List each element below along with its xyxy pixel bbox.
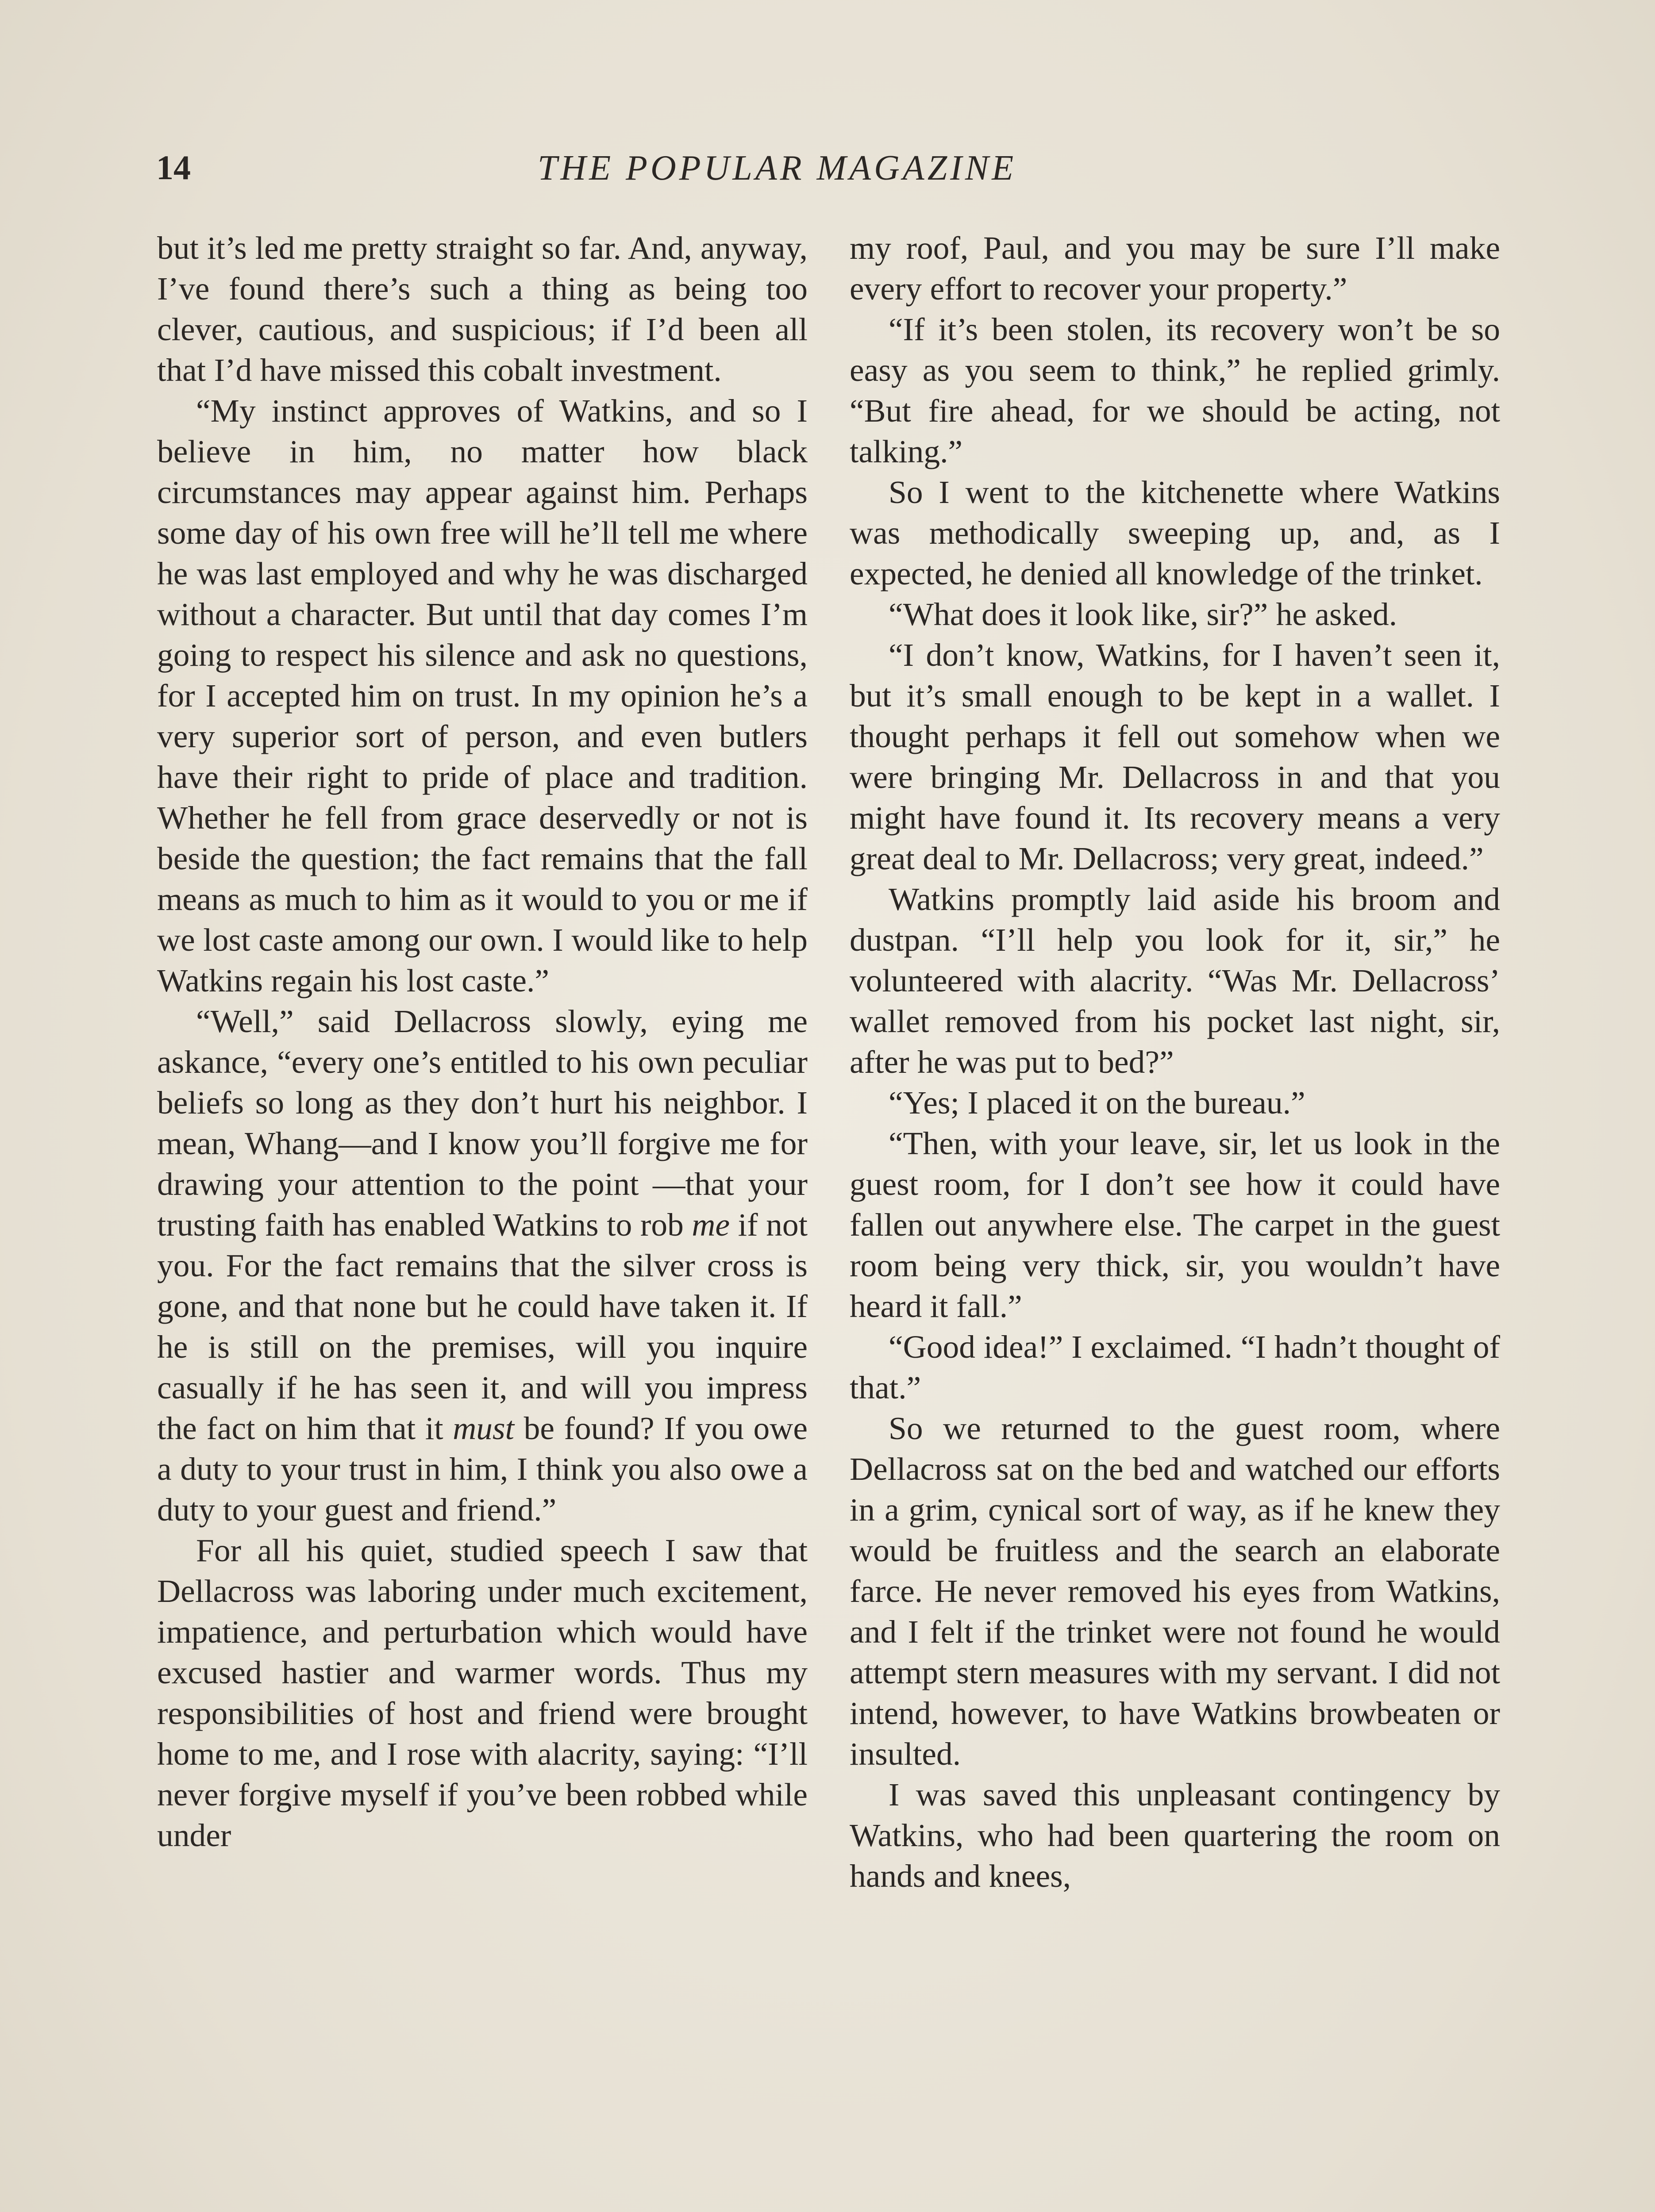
- paragraph-text: “What does it look like, sir?” he asked.: [889, 596, 1397, 632]
- paragraph-text: be found? If you owe a duty to your trust in him, I think you also owe a duty to your guest and friend.”: [157, 1410, 808, 1528]
- paragraph: [850, 309, 1500, 472]
- left-text-column: [157, 228, 808, 1856]
- paragraph-text: “If it’s been stolen, its recovery won’t be so easy as you seem to think,” he replied grimly. “But fire ahead, for we should be acting, not talking.”: [850, 311, 1500, 469]
- paragraph-text: “My instinct approves of Watkins, and so I believe in him, no matter how black circumstances may appear against him. Perhaps some day of his own free will he’ll tell me where he was last employed and why he was discharged without a character. But until that day comes I’m going to respect his silence and ask no questions, for I accepted him on trust. In my opinion he’s a very superior sort of person, and even butlers have their right to pride of place and tradition. Whether he fell from grace deservedly or not is beside the question; the fact remains that the fall means as much to him as it would to you or me if we lost caste among our own. I would like to help Watkins regain his lost caste.”: [157, 393, 808, 998]
- paragraph: [850, 1123, 1500, 1327]
- continued-paragraph: [157, 228, 808, 391]
- paragraph: [850, 1083, 1500, 1123]
- paragraph-text: my roof, Paul, and you may be sure I’ll make every effort to recover your property.”: [850, 230, 1500, 307]
- paragraph-text: “Then, with your leave, sir, let us look in the guest room, for I don’t see how it could have fallen out anywhere else. The carpet in the guest room being very thick, sir, you wouldn’t have heard it fall.”: [850, 1125, 1500, 1324]
- paragraph: [850, 1408, 1500, 1774]
- page-number: 14: [156, 148, 191, 187]
- paragraph: [850, 472, 1500, 594]
- paragraph-text: but it’s led me pretty straight so far. And, anyway, I’ve found there’s such a thing as being too clever, cautious, and suspicious; if I’d been all that I’d have missed this cobalt investment.: [157, 230, 808, 388]
- paragraph: [850, 594, 1500, 635]
- paragraph: [850, 635, 1500, 879]
- emphasized-text: must: [453, 1410, 515, 1446]
- paragraph-text: So we returned to the guest room, where Dellacross sat on the bed and watched our efforts in a grim, cynical sort of way, as if he knew they would be fruitless and the search an elaborate farce. He never removed his eyes from Watkins, and I felt if the trinket were not found he would attempt stern measures with my servant. I did not intend, however, to have Watkins browbeaten or insulted.: [850, 1410, 1500, 1772]
- paragraph: [850, 1774, 1500, 1897]
- paragraph: [850, 879, 1500, 1083]
- continued-paragraph: [850, 228, 1500, 309]
- paragraph-text: I was saved this unpleasant contingency by Watkins, who had been quartering the room on hands and knees,: [850, 1777, 1500, 1894]
- paragraph-text: For all his quiet, studied speech I saw that Dellacross was laboring under much excitement, impatience, and perturbation which would have excused hastier and warmer words. Thus my responsibilities of host and friend were brought home to me, and I rose with alacrity, saying: “I’ll never forgive myself if you’ve been robbed while under: [157, 1532, 808, 1853]
- emphasized-text: me: [692, 1207, 730, 1243]
- paragraph: [157, 1530, 808, 1856]
- paragraph-text: So I went to the kitchenette where Watkins was methodically sweeping up, and, as I expected, he denied all knowledge of the trinket.: [850, 474, 1500, 591]
- paragraph-text: if not you. For the fact remains that the silver cross is gone, and that none but he could have taken it. If he is still on the premises, will you inquire casually if he has seen it, and will you impress the fact on him that it: [157, 1207, 808, 1446]
- paragraph: [157, 1001, 808, 1530]
- paragraph-text: “Good idea!” I exclaimed. “I hadn’t thought of that.”: [850, 1329, 1500, 1406]
- right-text-column: [850, 228, 1500, 1897]
- paragraph-text: Watkins promptly laid aside his broom and dustpan. “I’ll help you look for it, sir,” he volunteered with alacrity. “Was Mr. Dellacross’ wallet removed from his pocket last night, sir, after he was put to bed?”: [850, 881, 1500, 1080]
- paragraph-text: “Yes; I placed it on the bureau.”: [889, 1085, 1305, 1121]
- running-title: THE POPULAR MAGAZINE: [538, 149, 1017, 188]
- paragraph: [157, 391, 808, 1001]
- paragraph: [850, 1327, 1500, 1408]
- paragraph-text: “Well,” said Dellacross slowly, eying me askance, “every one’s entitled to his own peculiar beliefs so long as they don’t hurt his neighbor. I mean, Whang—and I know you’ll forgive me for drawing your attention to the point —that your trusting faith has enabled Watkins to rob: [157, 1003, 808, 1243]
- paragraph-text: “I don’t know, Watkins, for I haven’t seen it, but it’s small enough to be kept in a wallet. I thought perhaps it fell out somehow when we were bringing Mr. Dellacross in and that you might have found it. Its recovery means a very great deal to Mr. Dellacross; very great, indeed.”: [850, 637, 1500, 876]
